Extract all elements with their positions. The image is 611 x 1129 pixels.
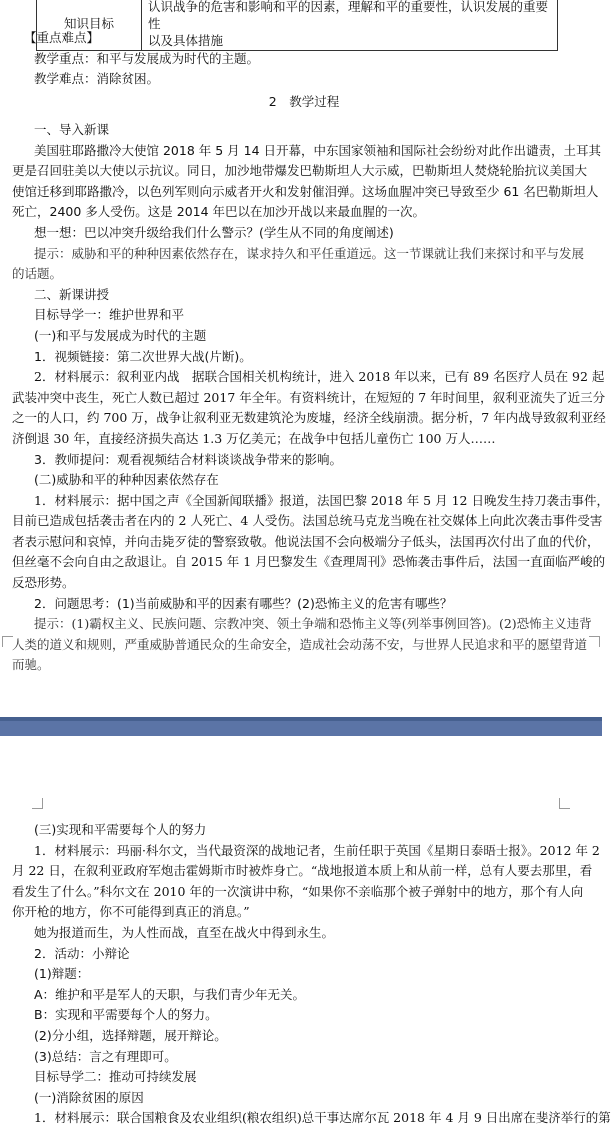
list-item: (3)总结：言之有理即可。 xyxy=(34,1048,177,1064)
key-points-title: 【重点难点】 xyxy=(24,30,100,45)
hint-line: 的话题。 xyxy=(12,266,63,282)
page-gap xyxy=(0,717,602,736)
page-corner-mark xyxy=(32,798,43,809)
page-corner-mark xyxy=(2,636,13,647)
paragraph-line: 美国驻耶路撒冷大使馆 2018 年 5 月 14 日开幕，中东国家领袖和国际社会纷纷对此作出谴责，土耳其 xyxy=(34,142,602,158)
material-line: 但丝毫不会向自由之敌退让。自 2015 年 1 月巴黎发生《查理周刊》恐怖袭击事件后，法国一直面临严峻的 xyxy=(12,554,606,570)
subheading: (二)威胁和平的种种因素依然存在 xyxy=(34,472,219,488)
subheading: (一)消除贫困的原因 xyxy=(34,1089,144,1105)
list-item: (1)辩题： xyxy=(34,966,90,982)
key-points xyxy=(12,28,596,90)
material-line: 反恐形势。 xyxy=(12,575,75,591)
page-corner-mark xyxy=(589,636,600,647)
heading-intro: 一、导入新课 xyxy=(34,122,110,137)
objectives-line: 认识战争的危害和影响和平的因素，理解和平的重要性，认识发展的重要性 xyxy=(148,0,549,31)
material-line: 武装冲突中丧生，死亡人数已超过 2017 年全年。有资料统计，在短短的 7 年时间里，叙利亚流失了近三分 xyxy=(12,389,606,405)
paragraph-line: 更是召回驻美以大使以示抗议。同日，加沙地带爆发巴勒斯坦人大示威，巴勒斯坦人焚烧轮胎抗议美国大 xyxy=(12,163,588,179)
material-line: 1．材料展示：玛丽·科尔文，当代最资深的战地记者，生前任职于英国《星期日泰晤士报》。2012 年 2 xyxy=(34,842,600,858)
list-item: (2)分小组，选择辩题，展开辩论。 xyxy=(34,1027,227,1043)
list-item: 2．活动：小辩论 xyxy=(34,945,130,961)
debate-option: B：实现和平需要每个人的努力。 xyxy=(34,1007,218,1023)
material-line: 目前已造成包括袭击者在内的 2 人死亡、4 人受伤。法国总统马克龙当晚在社交媒体上向此次袭击事件受害 xyxy=(12,513,603,529)
hint-line: 提示：威胁和平的种种因素依然存在，谋求持久和平任重道远。这一节课就让我们来探讨和平与发展 xyxy=(34,245,585,261)
paragraph-line: 死亡，2400 多人受伤。这是 2014 年巴以在加沙开战以来最血腥的一次。 xyxy=(12,204,426,220)
list-item: 1．视频链接：第二次世界大战(片断)。 xyxy=(34,348,252,364)
page-corner-mark xyxy=(559,798,570,809)
debate-option: A：维护和平是军人的天职，与我们青少年无关。 xyxy=(34,986,306,1002)
hint-line: 提示：(1)霸权主义、民族问题、宗教冲突、领土争端和恐怖主义等(列举事例回答)。(2)恐怖主义违背 xyxy=(34,616,592,632)
page2-body xyxy=(12,820,611,1129)
objectives-table-header: 知识目标 xyxy=(37,0,142,51)
hint-line: 而驰。 xyxy=(12,657,50,673)
paragraph-line: 使馆迁移到耶路撒冷，以色列军则向示威者开火和发射催泪弹。这场血腥冲突已导致至少 61 名巴勒斯坦人 xyxy=(12,183,599,199)
goal-heading: 目标导学一：维护世界和平 xyxy=(34,307,185,323)
material-line: 济倒退 30 年，直接经济损失高达 1.3 万亿美元；在战争中包括儿童伤亡 100 万人…… xyxy=(12,430,496,446)
material-line: 1．材料展示：联合国粮食及农业组织(粮农组织)总干事达席尔瓦 2018 年 4 月 9 日出席在斐济举行的第 xyxy=(34,1110,611,1126)
key-points-difficult: 教学难点：消除贫困。 xyxy=(34,71,160,87)
objectives-line: 以及具体措施 xyxy=(148,33,224,48)
goal-heading: 目标导学二：推动可持续发展 xyxy=(34,1069,197,1085)
list-item: 3．教师提问：观看视频结合材料谈谈战争带来的影响。 xyxy=(34,451,342,467)
material-line: 1．材料展示：据中国之声《全国新闻联播》报道，法国巴黎 2018 年 5 月 12 日晚发生持刀袭击事件， xyxy=(34,492,609,508)
page1-body xyxy=(12,120,609,676)
document-page-2 xyxy=(0,736,611,1126)
material-line: 者表示慰问和哀悼，并向击毙歹徒的警察致敬。他说法国不会向极端分子低头，法国再次付出了血的代价， xyxy=(12,533,600,549)
section-title: 2 教学过程 xyxy=(268,94,340,109)
subheading: (三)实现和平需要每个人的努力 xyxy=(34,822,207,837)
subheading: (一)和平与发展成为时代的主题 xyxy=(34,327,207,343)
list-item: 2．问题思考：(1)当前威胁和平的因素有哪些？(2)恐怖主义的危害有哪些？ xyxy=(34,595,453,611)
material-line: 看发生了什么。”科尔文在 2010 年的一次演讲中称，“如果你不亲临那个被子弹射中的地方，那个有人向 xyxy=(12,883,584,899)
think-question: 想一想：巴以冲突升级给我们什么警示？(学生从不同的角度阐述) xyxy=(34,224,394,240)
material-line: 月 22 日，在叙利亚政府军炮击霍姆斯市时被炸身亡。“战地报道本质上和从前一样，总有人要去那里，看 xyxy=(12,863,593,879)
key-points-important: 教学重点：和平与发展成为时代的主题。 xyxy=(34,50,260,66)
material-line: 之一的人口，约 700 万，战争让叙利亚无数建筑沦为废墟，经济全线崩溃。据分析，7 年内战导致叙利亚经 xyxy=(12,410,606,426)
hint-line: 人类的道义和规则，严重威胁普通民众的生命安全，造成社会动荡不安，与世界人民追求和平的愿望背道 xyxy=(12,636,588,652)
material-line: 你开枪的地方，你不可能得到真正的消息。” xyxy=(12,904,250,920)
material-line: 2．材料展示：叙利亚内战 据联合国相关机构统计，进入 2018 年以来，已有 89 名医疗人员在 92 起 xyxy=(34,369,605,385)
material-line: 她为报道而生，为人性而战，直至在战火中得到永生。 xyxy=(34,924,335,940)
heading-new-lesson: 二、新课讲授 xyxy=(34,286,110,302)
